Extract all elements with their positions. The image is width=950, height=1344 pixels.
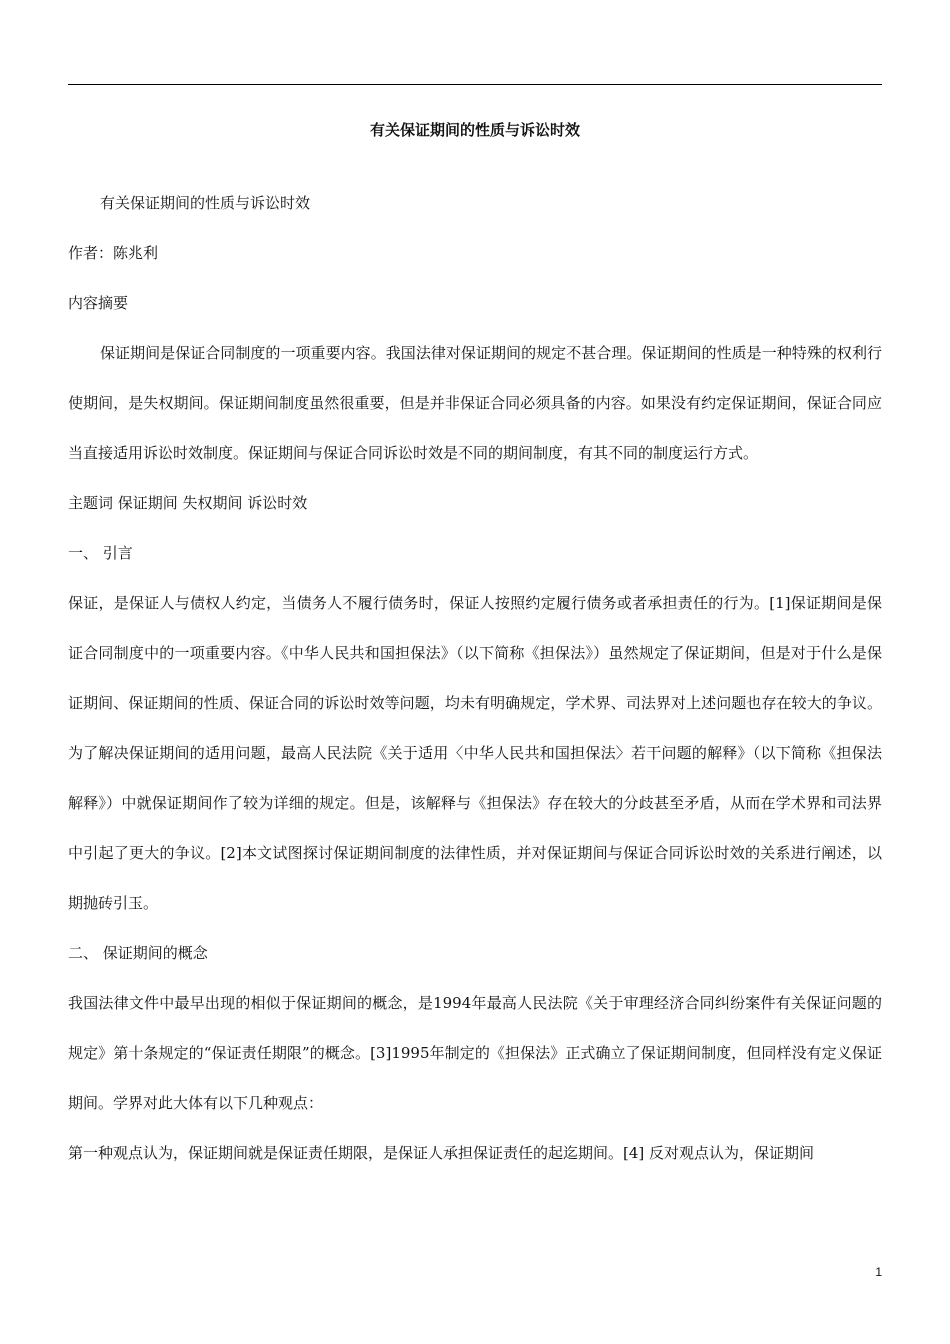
header-rule (68, 84, 882, 85)
document-title: 有关保证期间的性质与诉讼时效 (369, 121, 580, 139)
page-number: 1 (875, 1265, 882, 1279)
keywords-line: 主题词 保证期间 失权期间 诉讼时效 (68, 494, 308, 512)
document-body (68, 178, 882, 1178)
introduction-paragraph: 保证，是保证人与债权人约定，当债务人不履行债务时，保证人按照约定履行债务或者承担责任的行为。[1]保证期间是保证合同制度中的一项重要内容。《中华人民共和国担保法》（以下简称《担保法》）虽然规定了保证期间，但是对于什么是保证期间、保证期间的性质、保证合同的诉讼时效等问题，均未有明确规定，学术界、司法界对上述问题也存在较大的争议。为了解决保证期间的适用问题，最高人民法院《关于适用〈中华人民共和国担保法〉若干问题的解释》（以下简称《担保法解释》）中就保证期间作了较为详细的规定。但是，该解释与《担保法》存在较大的分歧甚至矛盾，从而在学术界和司法界中引起了更大的争议。[2]本文试图探讨保证期间制度的法律性质，并对保证期间与保证合同诉讼时效的关系进行阐述，以期抛砖引玉。 (68, 594, 882, 912)
abstract-paragraph: 保证期间是保证合同制度的一项重要内容。我国法律对保证期间的规定不甚合理。保证期间的性质是一种特殊的权利行使期间，是失权期间。保证期间制度虽然很重要，但是并非保证合同必须具备的内容。如果没有约定保证期间，保证合同应当直接适用诉讼时效制度。保证期间与保证合同诉讼时效是不同的期间制度，有其不同的制度运行方式。 (68, 344, 882, 462)
concept-paragraph: 我国法律文件中最早出现的相似于保证期间的概念，是1994年最高人民法院《关于审理经济合同纠纷案件有关保证问题的规定》第十条规定的“保证责任期限”的概念。[3]1995年制定的《担保法》正式确立了保证期间制度，但同样没有定义保证期间。学界对此大体有以下几种观点： (68, 994, 882, 1112)
section-heading-introduction: 一、 引言 (68, 544, 133, 562)
author-line: 作者：陈兆利 (68, 244, 159, 262)
subtitle: 有关保证期间的性质与诉讼时效 (100, 194, 311, 212)
concept-paragraph-2: 第一种观点认为，保证期间就是保证责任期限，是保证人承担保证责任的起迄期间。[4] 反对观点认为，保证期间 (68, 1144, 815, 1162)
abstract-heading: 内容摘要 (68, 294, 129, 312)
section-heading-concept: 二、 保证期间的概念 (68, 944, 208, 962)
